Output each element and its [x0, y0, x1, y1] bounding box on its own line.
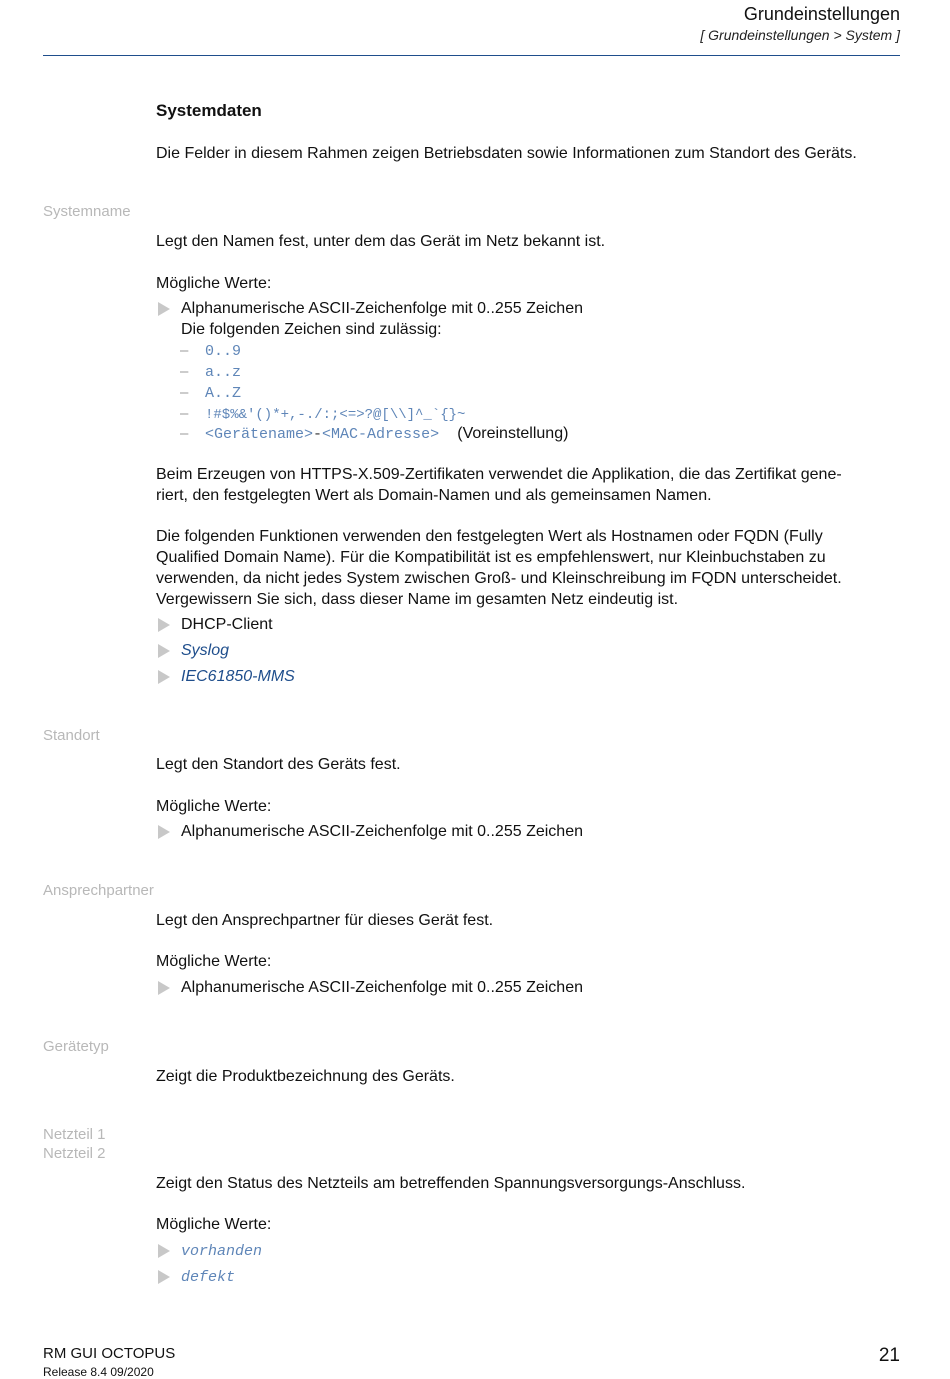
bullet-triangle-icon: [158, 644, 170, 658]
footer-release: Release 8.4 09/2020: [43, 1365, 154, 1379]
fqdn-paragraph-line: Vergewissern Sie sich, dass dieser Name im gesamten Netz eindeutig ist.: [156, 591, 679, 608]
standort-values-title: Mögliche Werte:: [156, 798, 272, 815]
header-divider: [43, 55, 900, 56]
https-paragraph-line: Beim Erzeugen von HTTPS-X.509-Zertifikaten verwendet die Applikation, die das Zertifikat gene-: [156, 466, 842, 483]
dash-icon: –: [180, 425, 189, 442]
bullet-triangle-icon: [158, 1270, 170, 1284]
dash-icon: –: [180, 384, 189, 401]
netzteil-value-item: vorhanden: [156, 1240, 262, 1262]
ansprechpartner-values-title: Mögliche Werte:: [156, 953, 272, 970]
allowed-chars-title: Die folgenden Zeichen sind zulässig:: [181, 321, 442, 338]
fqdn-paragraph-line: Qualified Domain Name). Für die Kompatibilität ist es empfehlenswert, nur Kleinbuchstaben zu: [156, 549, 826, 566]
fqdn-paragraph-line: verwenden, da nicht jedes System zwischen Groß- und Kleinschreibung im FQDN unterscheidet.: [156, 570, 842, 587]
netzteil-desc: Zeigt den Status des Netzteils am betreffenden Spannungsversorgungs-Anschluss.: [156, 1175, 746, 1192]
dash-icon: –: [180, 405, 189, 422]
systemname-value-item: [156, 298, 583, 319]
geraetetyp-desc: Zeigt die Produktbezeichnung des Geräts.: [156, 1068, 455, 1085]
allowed-chars-item: – A..Z: [180, 384, 242, 402]
allowed-chars-item: – !#$%&'()*+,-./:;<=>?@[\\]^_`{}~: [180, 405, 466, 423]
netzteil-value-item: defekt: [156, 1266, 235, 1288]
section-heading: Systemdaten: [156, 101, 262, 120]
bullet-triangle-icon: [158, 981, 170, 995]
page-number: 21: [878, 1345, 900, 1366]
syslog-link[interactable]: Syslog: [181, 642, 230, 659]
netzteil-values-title: Mögliche Werte:: [156, 1216, 272, 1233]
bullet-text: Alphanumerische ASCII-Zeichenfolge mit 0..255 Zeichen: [181, 300, 583, 317]
allowed-chars-item: – a..z: [180, 363, 242, 381]
default-value-item: – <Gerätename>-<MAC-Adresse> (Voreinstellung): [180, 425, 569, 443]
function-item-iec61850[interactable]: [156, 666, 295, 687]
systemname-desc: Legt den Namen fest, unter dem das Gerät im Netz bekannt ist.: [156, 233, 606, 250]
label-ansprechpartner: Ansprechpartner: [43, 882, 154, 899]
breadcrumb: [ Grundeinstellungen > System ]: [700, 27, 900, 43]
bullet-triangle-icon: [158, 670, 170, 684]
label-standort: Standort: [43, 727, 100, 744]
ansprechpartner-desc: Legt den Ansprechpartner für dieses Gerät fest.: [156, 912, 494, 929]
function-item-syslog[interactable]: [156, 640, 229, 661]
bullet-triangle-icon: [158, 302, 170, 316]
label-netzteil-1: Netzteil 1: [43, 1126, 106, 1143]
label-netzteil-2: Netzteil 2: [43, 1145, 106, 1162]
systemname-values-title: Mögliche Werte:: [156, 275, 272, 292]
standort-value-item: Alphanumerische ASCII-Zeichenfolge mit 0..255 Zeichen: [156, 821, 583, 842]
bullet-triangle-icon: [158, 825, 170, 839]
bullet-triangle-icon: [158, 618, 170, 632]
bullet-triangle-icon: [158, 1244, 170, 1258]
section-intro: Die Felder in diesem Rahmen zeigen Betriebsdaten sowie Informationen zum Standort des Geräts.: [156, 145, 857, 162]
iec61850-link[interactable]: IEC61850-MMS: [181, 668, 295, 685]
standort-desc: Legt den Standort des Geräts fest.: [156, 756, 401, 773]
https-paragraph-line: riert, den festgelegten Wert als Domain-Namen und als gemeinsamen Namen.: [156, 487, 712, 504]
dash-icon: –: [180, 342, 189, 359]
allowed-chars-item: – 0..9: [180, 342, 242, 360]
header-title: Grundeinstellungen: [743, 4, 900, 24]
dash-icon: –: [180, 363, 189, 380]
label-systemname: Systemname: [43, 203, 131, 220]
label-geraetetyp: Gerätetyp: [43, 1038, 109, 1055]
fqdn-paragraph-line: Die folgenden Funktionen verwenden den festgelegten Wert als Hostnamen oder FQDN (Fully: [156, 528, 823, 545]
footer-title: RM GUI OCTOPUS: [43, 1345, 176, 1362]
function-item-dhcp: DHCP-Client: [156, 614, 273, 635]
ansprechpartner-value-item: Alphanumerische ASCII-Zeichenfolge mit 0..255 Zeichen: [156, 977, 583, 998]
